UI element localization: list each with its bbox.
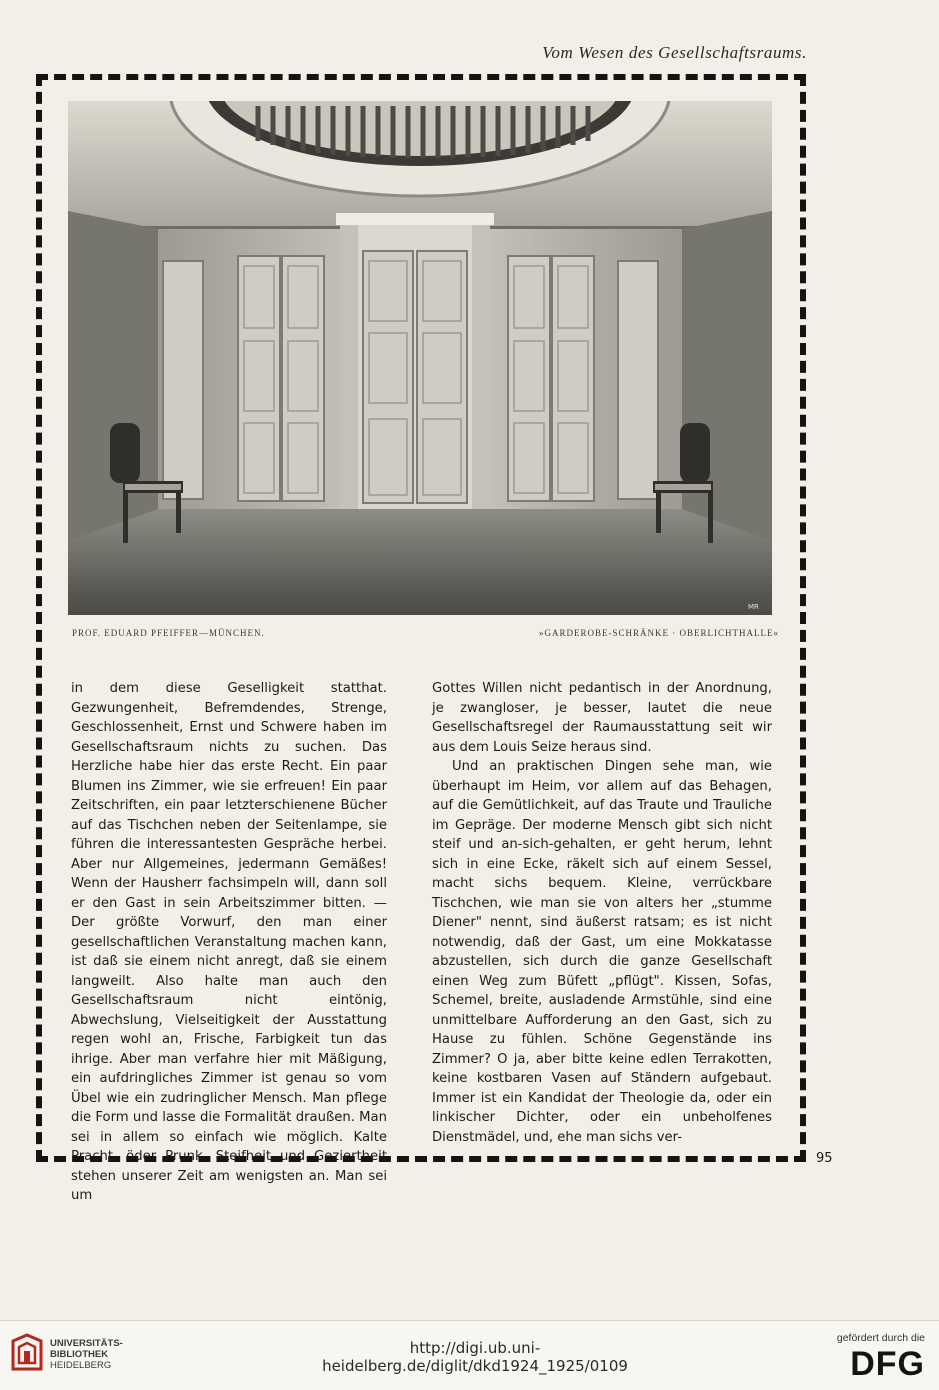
running-head: Vom Wesen des Gesellschaftsraums. — [542, 43, 807, 62]
text-column-right — [432, 679, 772, 1147]
caption-title: »GARDEROBE-SCHRÄNKE · OBERLICHTHALLE« — [539, 628, 779, 638]
university-library-logo-icon — [9, 1333, 45, 1373]
left-paragraph-1: in dem diese Geselligkeit statthat. Gezwungenheit, Befremdendes, Strenge, Geschlossenheit, Ernst und Schwere haben im Gesellschaftsraum nichts zu suchen. Das Herzliche habe hier das erste Recht. Ein paar Blumen ins Zimmer, wie sie erfreuen! Ein paar Zeitschriften, ein paar letzterschienene Bücher auf das Tischchen neben der Seitenlampe, sie führen die interessantesten Gespräche herbei. Aber nur Allgemeines, jedermann Gemäßes! Wenn der Hausherr fachsimpeln will, dann soll er den Gast in sein Arbeitszimmer bitten. — Der größte Vorwurf, den man einer gesellschaftlichen Veranstaltung machen kann, ist daß sie einem nicht anregt, daß sie einem langweilt. Also halte man auch den Gesellschaftsraum nicht eintönig, Abwechslung, Vielseitigkeit der Ausstattung regen wohl an, Frische, Farbigkeit tun das ihrige. Aber man verfahre hier mit Mäßigung, ein aufdringliches Zimmer ist genau so vom Übel wie ein zudringlicher Mensch. Man pflege die Form und lasse die Formalität draußen. Man sei in allem so einfach wie möglich. Kalte Pracht, öder Prunk, Steifheit und Geziertheit stehen unserer Zeit am wenigsten an. Man sei um — [71, 681, 387, 1203]
photo-monogram: MR — [748, 603, 759, 611]
university-library-name — [50, 1338, 123, 1371]
library-line-2: BIBLIOTHEK — [50, 1349, 109, 1360]
digitization-footer — [0, 1320, 939, 1390]
library-line-1: UNIVERSITÄTS- — [50, 1338, 123, 1349]
right-paragraph-2: Und an praktischen Dingen sehe man, wie überhaupt im Heim, vor allem auf das Behagen, auf die Gemütlichkeit, auf das Traute und Trauliche im Gepräge. Der moderne Mensch gibt sich nicht steif und an-sich-gehalten, er geht herum, lehnt sich in eine Ecke, räkelt sich auf einem Sessel, macht sichs bequem. Kleine, verrückbare Tischchen, wie man sie von alters her „stumme Diener" nennt, sind äußerst ratsam; es ist nicht notwendig, daß der Gast, um eine Mokkatasse abzustellen, sich durch die ganze Gesellschaft einen Weg zum Büfett „pflügt". Kissen, Sofas, Schemel, breite, ausladende Armstühle, sind eine unmittelbare Aufforderung an den Gast, sich zu Hause zu fühlen. Schöne Gegenstände ins Zimmer? O ja, aber bitte keine edlen Terrakotten, keine kostbaren Vasen auf Ständern aufgebaut. Immer ist ein Kandidat der Theologie da, oder ein linkischer Dichter, oder ein unbeholfenes Dienstmädel, und, ehe man sichs ver- — [432, 759, 772, 1145]
page-number: 95 — [816, 1151, 833, 1166]
text-column-left — [71, 679, 387, 1206]
dfg-logo: DFG — [850, 1345, 925, 1383]
right-paragraph-1: Gottes Willen nicht pedantisch in der Anordnung, je zwangloser, je besser, lautet die neue Gesellschaftsregel der Raumausstattung seit wir aus dem Louis Seize heraus sind. — [432, 681, 772, 755]
funded-by-label: gefördert durch die — [836, 1332, 925, 1344]
photo-rendering — [68, 101, 772, 615]
source-url-link[interactable]: http://digi.ub.uni-heidelberg.de/diglit/dkd1924_1925/0109 — [322, 1339, 628, 1375]
library-line-3: HEIDELBERG — [50, 1360, 112, 1371]
caption-architect: PROF. EDUARD PFEIFFER—MÜNCHEN. — [72, 628, 265, 638]
interior-photo — [68, 101, 772, 615]
